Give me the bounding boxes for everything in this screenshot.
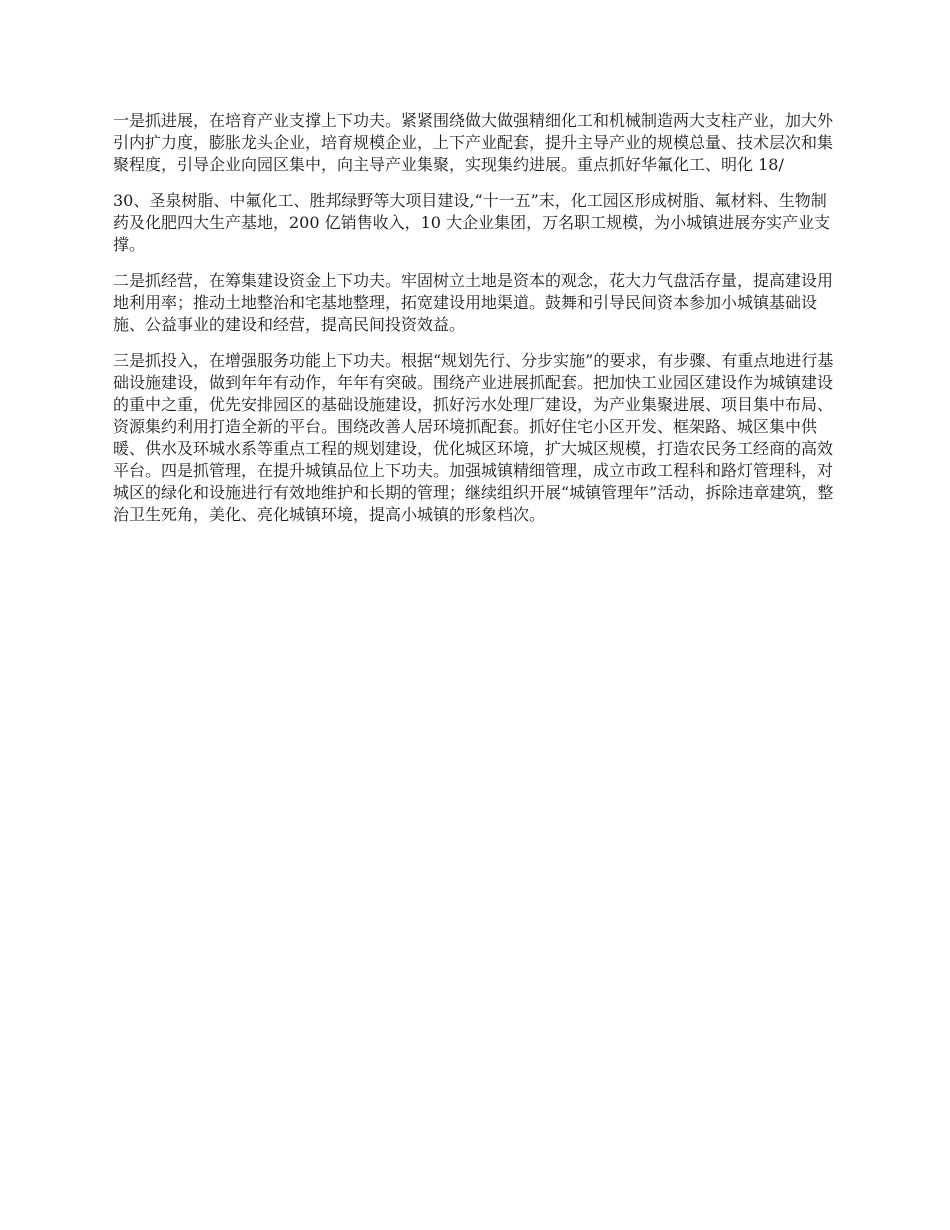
paragraph-industry-support: 一是抓进展，在培育产业支撑上下功夫。紧紧围绕做大做强精细化工和机械制造两大支柱产业，加大外引内扩力度，膨胀龙头企业，培育规模企业，上下产业配套，提升主导产业的规模总量、技术层次和集聚程度，引导企业向园区集中，向主导产业集聚，实现集约进展。重点抓好华氟化工、明化 18/: [113, 111, 834, 174]
paragraph-project-construction: 30、圣泉树脂、中氟化工、胜邦绿野等大项目建设,“十一五”末，化工园区形成树脂、氟材料、生物制药及化肥四大生产基地，200 亿销售收入，10 大企业集团，万名职工规模，为小城镇进展夯实产业支撑。: [113, 191, 831, 254]
paragraph-capital-operation: 二是抓经营，在筹集建设资金上下功夫。牢固树立土地是资本的观念，花大力气盘活存量，提高建设用地利用率；推动土地整治和宅基地整理，拓宽建设用地渠道。鼓舞和引导民间资本参加小城镇基础设施、公益事业的建设和经营，提高民间投资效益。: [113, 271, 834, 334]
paragraph-investment-management: 三是抓投入，在增强服务功能上下功夫。根据“规划先行、分步实施”的要求，有步骤、有重点地进行基础设施建设，做到年年有动作，年年有突破。围绕产业进展抓配套。把加快工业园区建设作为城镇建设的重中之重，优先安排园区的基础设施建设，抓好污水处理厂建设，为产业集聚进展、项目集中布局、资源集约利用打造全新的平台。围绕改善人居环境抓配套。抓好住宅小区开发、框架路、城区集中供暖、供水及环城水系等重点工程的规划建设，优化城区环境，扩大城区规模，打造农民务工经商的高效平台。四是抓管理，在提升城镇品位上下功夫。加强城镇精细管理，成立市政工程科和路灯管理科，对城区的绿化和设施进行有效地维护和长期的管理；继续组织开展“城镇管理年”活动，拆除违章建筑，整治卫生死角，美化、亮化城镇环境，提高小城镇的形象档次。: [113, 351, 834, 524]
document-body: [113, 110, 840, 540]
